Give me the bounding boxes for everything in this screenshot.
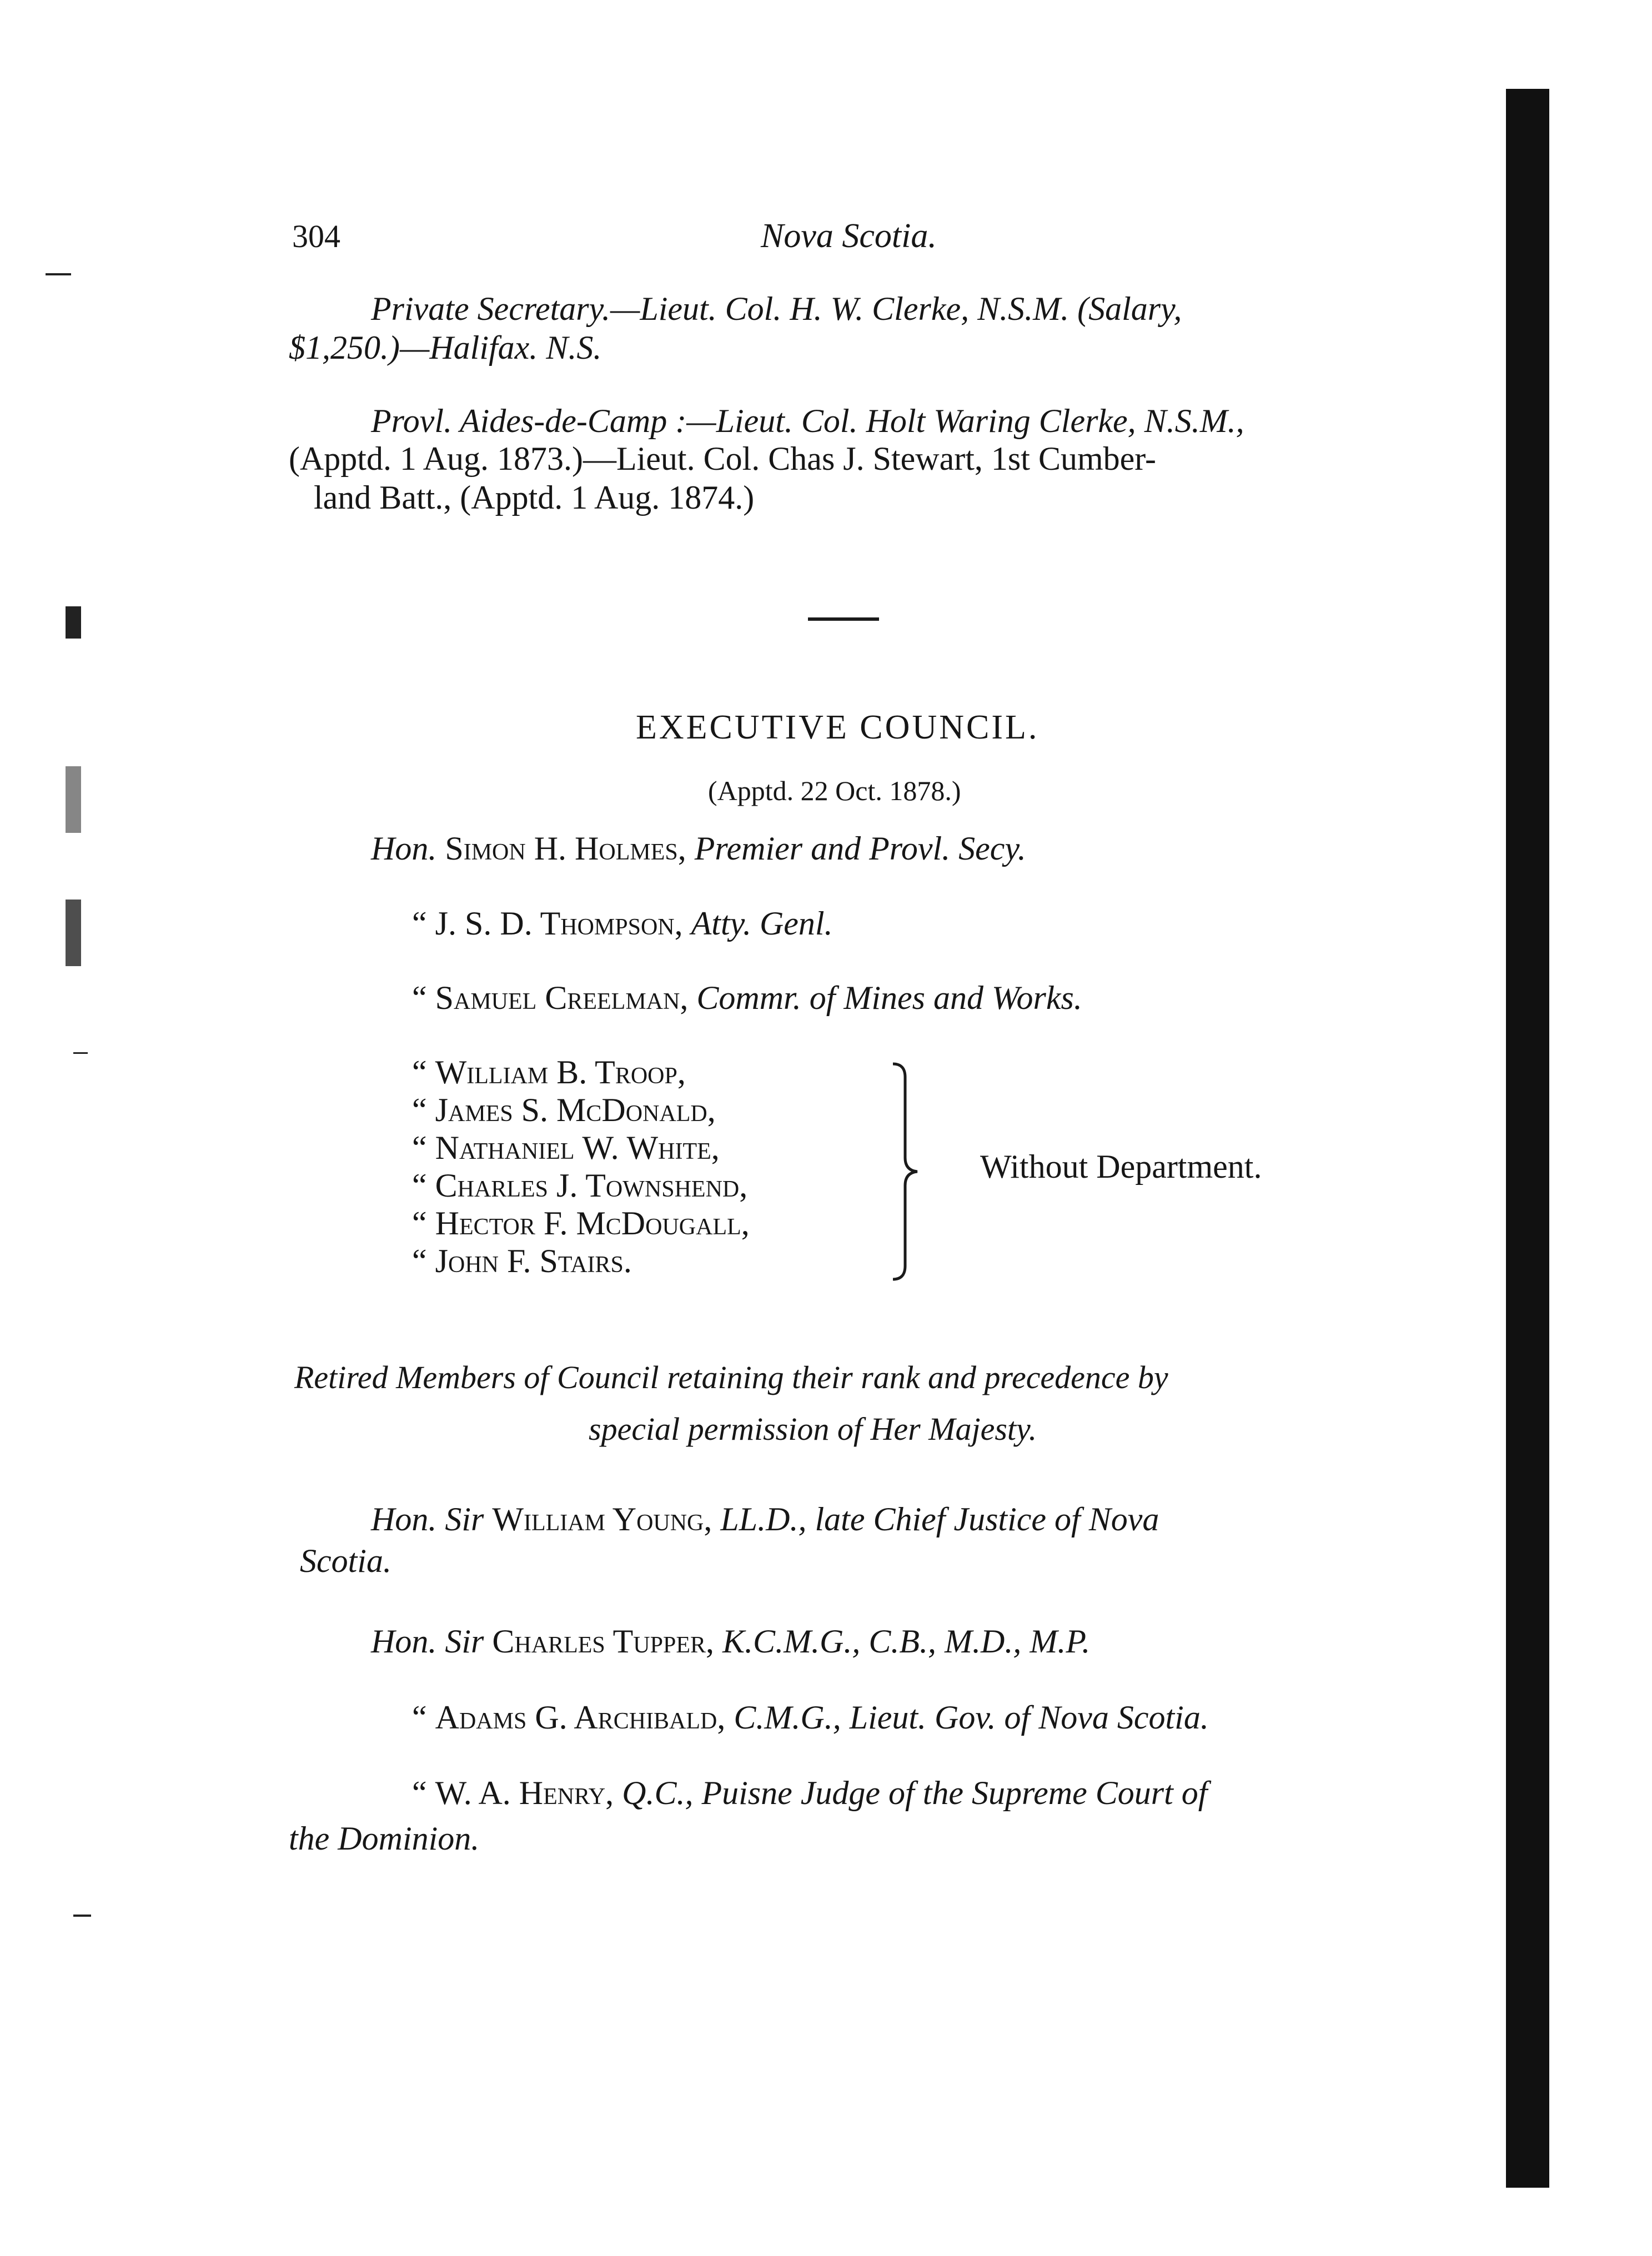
member-prefix: “	[412, 1167, 427, 1204]
aides-line-3: land Batt., (Apptd. 1 Aug. 1874.)	[314, 479, 755, 516]
member-office: C.M.G., Lieut. Gov. of Nova Scotia.	[734, 1699, 1209, 1736]
council-member	[412, 906, 833, 941]
member-name: William Young,	[492, 1501, 712, 1538]
without-dept-member	[412, 1206, 750, 1240]
member-title: Sir	[445, 1501, 484, 1538]
member-prefix: “	[412, 1054, 427, 1091]
retired-member	[371, 1624, 1090, 1659]
member-prefix: Hon.	[371, 1501, 437, 1538]
private-secretary-line-1	[371, 292, 1182, 326]
retired-member-continuation: the Dominion.	[289, 1820, 480, 1857]
scan-edge-shadow	[1506, 89, 1549, 2188]
member-prefix: “	[412, 1775, 427, 1811]
without-department-label: Without Department.	[980, 1148, 1262, 1185]
private-secretary-line-2: $1,250.)—Halifax. N.S.	[289, 329, 602, 366]
aides-line-1: Provl. Aides-de-Camp :—Lieut. Col. Holt Waring Clerke, N.S.M.,	[371, 403, 1244, 439]
member-name: Adams G. Archibald,	[435, 1699, 726, 1736]
retired-member	[412, 1700, 1209, 1735]
member-prefix: “	[412, 1243, 427, 1279]
brace-bracket	[888, 1061, 927, 1283]
retired-member	[371, 1502, 1159, 1536]
member-name: Hector F. McDougall,	[435, 1205, 750, 1242]
member-prefix: “	[412, 905, 427, 942]
member-prefix: “	[412, 1092, 427, 1128]
council-appointed: (Apptd. 22 Oct. 1878.)	[708, 775, 961, 806]
retired-member-continuation: Scotia.	[300, 1542, 391, 1579]
member-name: John F. Stairs.	[435, 1243, 632, 1279]
retired-member	[412, 1776, 1207, 1810]
member-office: Premier and Provl. Secy.	[694, 830, 1026, 867]
member-name: W. A. Henry,	[435, 1775, 614, 1811]
margin-mark	[66, 900, 81, 966]
margin-mark	[66, 606, 81, 639]
private-secretary-label: Private Secretary.	[371, 290, 610, 327]
margin-mark	[66, 766, 81, 833]
member-office: Commr. of Mines and Works.	[696, 979, 1082, 1016]
page-number: 304	[292, 218, 340, 254]
member-name: Nathaniel W. White,	[435, 1129, 720, 1166]
member-office: LL.D., late Chief Justice of Nova	[720, 1501, 1159, 1538]
retired-heading-line-1: Retired Members of Council retaining their rank and precedence by	[294, 1359, 1168, 1395]
margin-mark	[73, 1052, 88, 1054]
member-prefix: “	[412, 979, 427, 1016]
without-dept-member	[412, 1168, 747, 1203]
member-name: J. S. D. Thompson,	[435, 905, 683, 942]
member-prefix: Hon.	[371, 830, 437, 867]
member-prefix: “	[412, 1205, 427, 1242]
margin-mark	[46, 273, 71, 275]
member-name: Simon H. Holmes,	[445, 830, 686, 867]
member-office: Q.C., Puisne Judge of the Supreme Court of	[622, 1775, 1208, 1811]
member-prefix: Hon.	[371, 1623, 437, 1660]
retired-heading-line-2: special permission of Her Majesty.	[589, 1411, 1037, 1447]
member-office: Atty. Genl.	[691, 905, 833, 942]
council-member	[412, 981, 1082, 1015]
margin-mark	[73, 1915, 91, 1917]
without-dept-member	[412, 1093, 716, 1127]
private-secretary-text: —Lieut. Col. H. W. Clerke, N.S.M. (Salary,	[610, 290, 1182, 327]
council-member	[371, 831, 1026, 866]
member-name: William B. Troop,	[435, 1054, 686, 1091]
member-title: Sir	[445, 1623, 484, 1660]
member-name: Charles Tupper,	[492, 1623, 715, 1660]
member-name: Samuel Creelman,	[435, 979, 689, 1016]
council-heading: EXECUTIVE COUNCIL.	[636, 709, 1040, 746]
section-divider	[808, 617, 879, 621]
without-dept-member	[412, 1244, 632, 1278]
member-office: K.C.M.G., C.B., M.D., M.P.	[722, 1623, 1091, 1660]
without-dept-member	[412, 1055, 686, 1089]
member-name: Charles J. Townshend,	[435, 1167, 748, 1204]
member-prefix: “	[412, 1699, 427, 1736]
aides-line-2: (Apptd. 1 Aug. 1873.)—Lieut. Col. Chas J. Stewart, 1st Cumber-	[289, 440, 1157, 477]
without-dept-member	[412, 1130, 720, 1165]
member-name: James S. McDonald,	[435, 1092, 716, 1128]
running-title: Nova Scotia.	[761, 217, 937, 255]
member-prefix: “	[412, 1129, 427, 1166]
